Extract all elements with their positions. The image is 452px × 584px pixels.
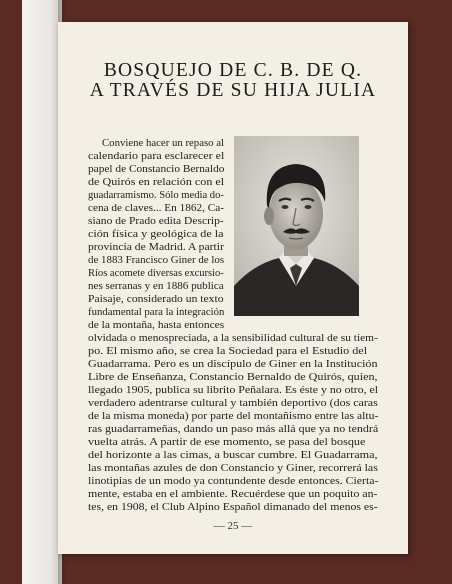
body-text-line: provincia de Madrid. A partir	[88, 242, 224, 253]
body-text-line: ción física y geológica de la	[88, 229, 224, 240]
body-text-line: del horizonte a las cimas, a buscar cumbre. El Guadarrama,	[88, 450, 378, 461]
body-text-line: calendario para esclarecer el	[88, 151, 225, 162]
body-text-line: Conviene hacer un repaso al	[102, 138, 225, 149]
body-text-line: llegado 1905, publica su librito Peñalara. Es éste y no otro, el	[88, 385, 379, 396]
body-text-line: olvidada o menospreciada, a la sensibilidad cultural de su tiem-	[88, 333, 378, 344]
chapter-title-line-2: A TRAVÉS DE SU HIJA JULIA	[89, 80, 377, 101]
body-text-line: guadarramismo. Sólo media do-	[88, 190, 224, 201]
body-text-line: verdadero adentrarse cultural y también deportivo (dos caras	[88, 398, 378, 409]
body-text-line: Libre de Enseñanza, Constancio Bernaldo de Quirós, quien,	[88, 372, 378, 383]
body-text-line: Guadarrama. Pero es un discípulo de Giner en la Institución	[88, 359, 378, 370]
body-text-line: de 1883 Francisco Giner de los	[88, 255, 225, 266]
chapter-title-line-1: BOSQUEJO DE C. B. DE Q.	[103, 60, 363, 81]
body-text-line: mente, estaba en el ambiente. Recuérdese que un poquito an-	[88, 489, 378, 500]
facing-page-edge	[22, 0, 62, 584]
body-text-line: Ríos acomete diversas excursio-	[88, 268, 224, 279]
body-text-line: de la montaña, hasta entonces	[88, 320, 225, 331]
body-text-line: ras guadarrameñas, dando un paso más allá que ya no tendrá	[88, 424, 379, 435]
body-text-line: Paisaje, considerado un texto	[88, 294, 224, 305]
body-text-line: de la misma moneda) por parte del montañismo entre las altu-	[88, 411, 379, 422]
body-text-line: siano de Prado edita Descrip-	[88, 216, 224, 227]
page-number: — 25 —	[213, 520, 253, 532]
body-text-line: cena de claves... En 1862, Ca-	[88, 203, 224, 214]
body-text-line: de Quirós en relación con el	[88, 177, 225, 188]
body-text-line: las montañas azules de don Constancio y Giner, recorrerá las	[88, 463, 378, 474]
body-text-line: fundamental para la integración	[88, 307, 225, 318]
book-page	[58, 22, 408, 554]
body-text-line: vuelta atrás. A partir de ese momento, se pasa del bosque	[88, 437, 366, 448]
body-text-line: nes serranas y en 1886 publica	[88, 281, 224, 292]
body-text-line: tes, en 1908, el Club Alpino Español dimanado del menos es-	[88, 502, 378, 513]
body-text-line: po. El mismo año, se crea la Sociedad para el Estudio del	[88, 346, 368, 357]
body-text-line: papel de Constancio Bernaldo	[88, 164, 225, 175]
body-text-line: linotipias de un modo ya contundente desde entonces. Cierta-	[88, 476, 379, 487]
portrait-photograph	[234, 136, 359, 316]
